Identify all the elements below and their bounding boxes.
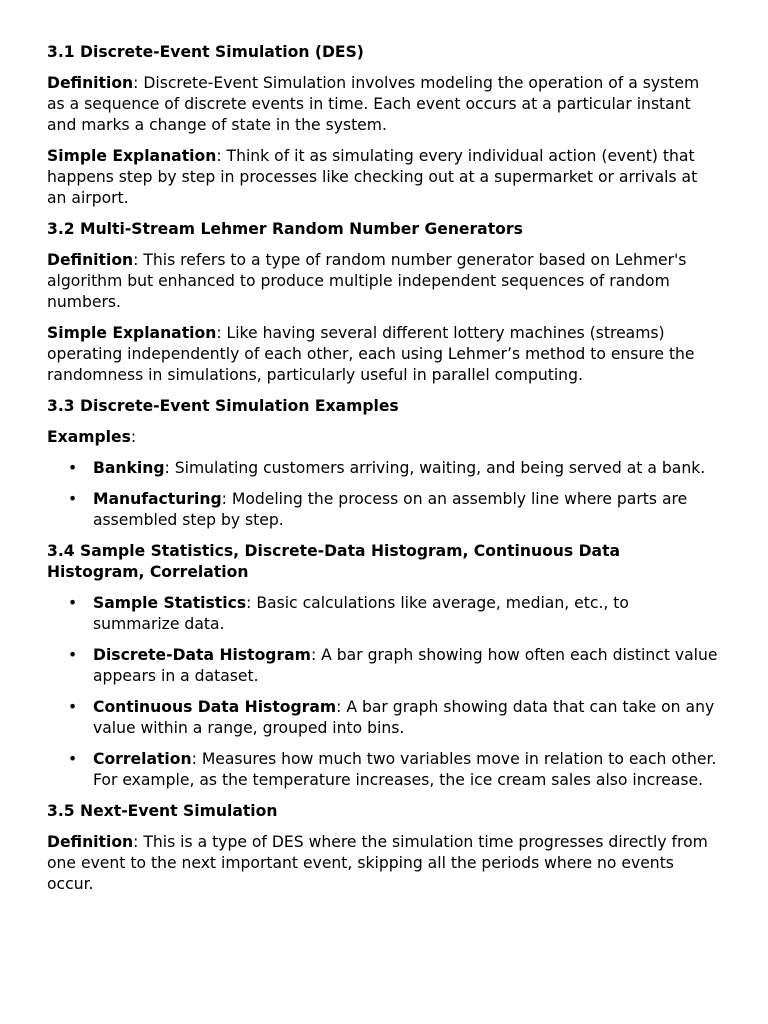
definition-text: : This refers to a type of random number generator based on Lehmer's algorithm but enhanced to produce multiple independent sequences of random numbers.	[47, 251, 687, 311]
explanation-paragraph-3-1	[47, 146, 718, 209]
list-item	[47, 697, 718, 739]
item-term: Sample Statistics	[93, 594, 247, 612]
bullet-icon: •	[68, 490, 78, 508]
section-heading-3-5: 3.5 Next-Event Simulation	[47, 802, 278, 820]
definition-term: Definition	[47, 251, 134, 269]
item-text: : Simulating customers arriving, waiting, and being served at a bank.	[164, 459, 706, 477]
item-text: : A bar graph showing how often each distinct value appears in a dataset.	[93, 646, 718, 685]
definition-paragraph-3-1	[47, 73, 718, 136]
examples-list	[47, 458, 718, 531]
examples-label-paragraph	[47, 427, 718, 448]
definition-paragraph-3-5	[47, 832, 718, 895]
section-heading-3-3: 3.3 Discrete-Event Simulation Examples	[47, 397, 399, 415]
definition-term: Definition	[47, 833, 134, 851]
section-heading-3-4: 3.4 Sample Statistics, Discrete-Data Histogram, Continuous Data Histogram, Correlation	[47, 542, 621, 581]
item-term: Continuous Data Histogram	[93, 698, 337, 716]
bullet-icon: •	[68, 750, 78, 768]
explanation-term: Simple Explanation	[47, 324, 217, 342]
item-term: Correlation	[93, 750, 192, 768]
item-text: : A bar graph showing data that can take on any value within a range, grouped into bins.	[93, 698, 715, 737]
section-heading-3-1: 3.1 Discrete-Event Simulation (DES)	[47, 43, 364, 61]
item-term: Manufacturing	[93, 490, 222, 508]
item-term: Banking	[93, 459, 165, 477]
definition-term: Definition	[47, 74, 134, 92]
explanation-paragraph-3-2	[47, 323, 718, 386]
definition-paragraph-3-2	[47, 250, 718, 313]
statistics-list	[47, 593, 718, 791]
list-item	[47, 458, 718, 479]
item-term: Discrete-Data Histogram	[93, 646, 311, 664]
explanation-text: : Like having several different lottery machines (streams) operating independently of each other, each using Lehmer’s method to ensure the randomness in simulations, particularly useful in parallel computing.	[47, 324, 695, 384]
item-text: : Measures how much two variables move in relation to each other. For example, as the temperature increases, the ice cream sales also increase.	[93, 750, 717, 789]
examples-colon: :	[130, 428, 137, 446]
list-item	[47, 749, 718, 791]
definition-text: : Discrete-Event Simulation involves modeling the operation of a system as a sequence of discrete events in time. Each event occurs at a particular instant and marks a change of state in the system.	[47, 74, 700, 134]
item-text: : Basic calculations like average, median, etc., to summarize data.	[93, 594, 629, 633]
list-item	[47, 489, 718, 531]
bullet-icon: •	[68, 594, 78, 612]
explanation-term: Simple Explanation	[47, 147, 217, 165]
examples-term: Examples	[47, 428, 131, 446]
bullet-icon: •	[68, 459, 78, 477]
bullet-icon: •	[68, 698, 78, 716]
list-item	[47, 593, 718, 635]
list-item	[47, 645, 718, 687]
bullet-icon: •	[68, 646, 78, 664]
definition-text: : This is a type of DES where the simulation time progresses directly from one event to the next important event, skipping all the periods where no events occur.	[47, 833, 708, 893]
section-heading-3-2: 3.2 Multi-Stream Lehmer Random Number Generators	[47, 220, 523, 238]
explanation-text: : Think of it as simulating every individual action (event) that happens step by step in processes like checking out at a supermarket or arrivals at an airport.	[47, 147, 698, 207]
item-text: : Modeling the process on an assembly line where parts are assembled step by step.	[93, 490, 688, 529]
